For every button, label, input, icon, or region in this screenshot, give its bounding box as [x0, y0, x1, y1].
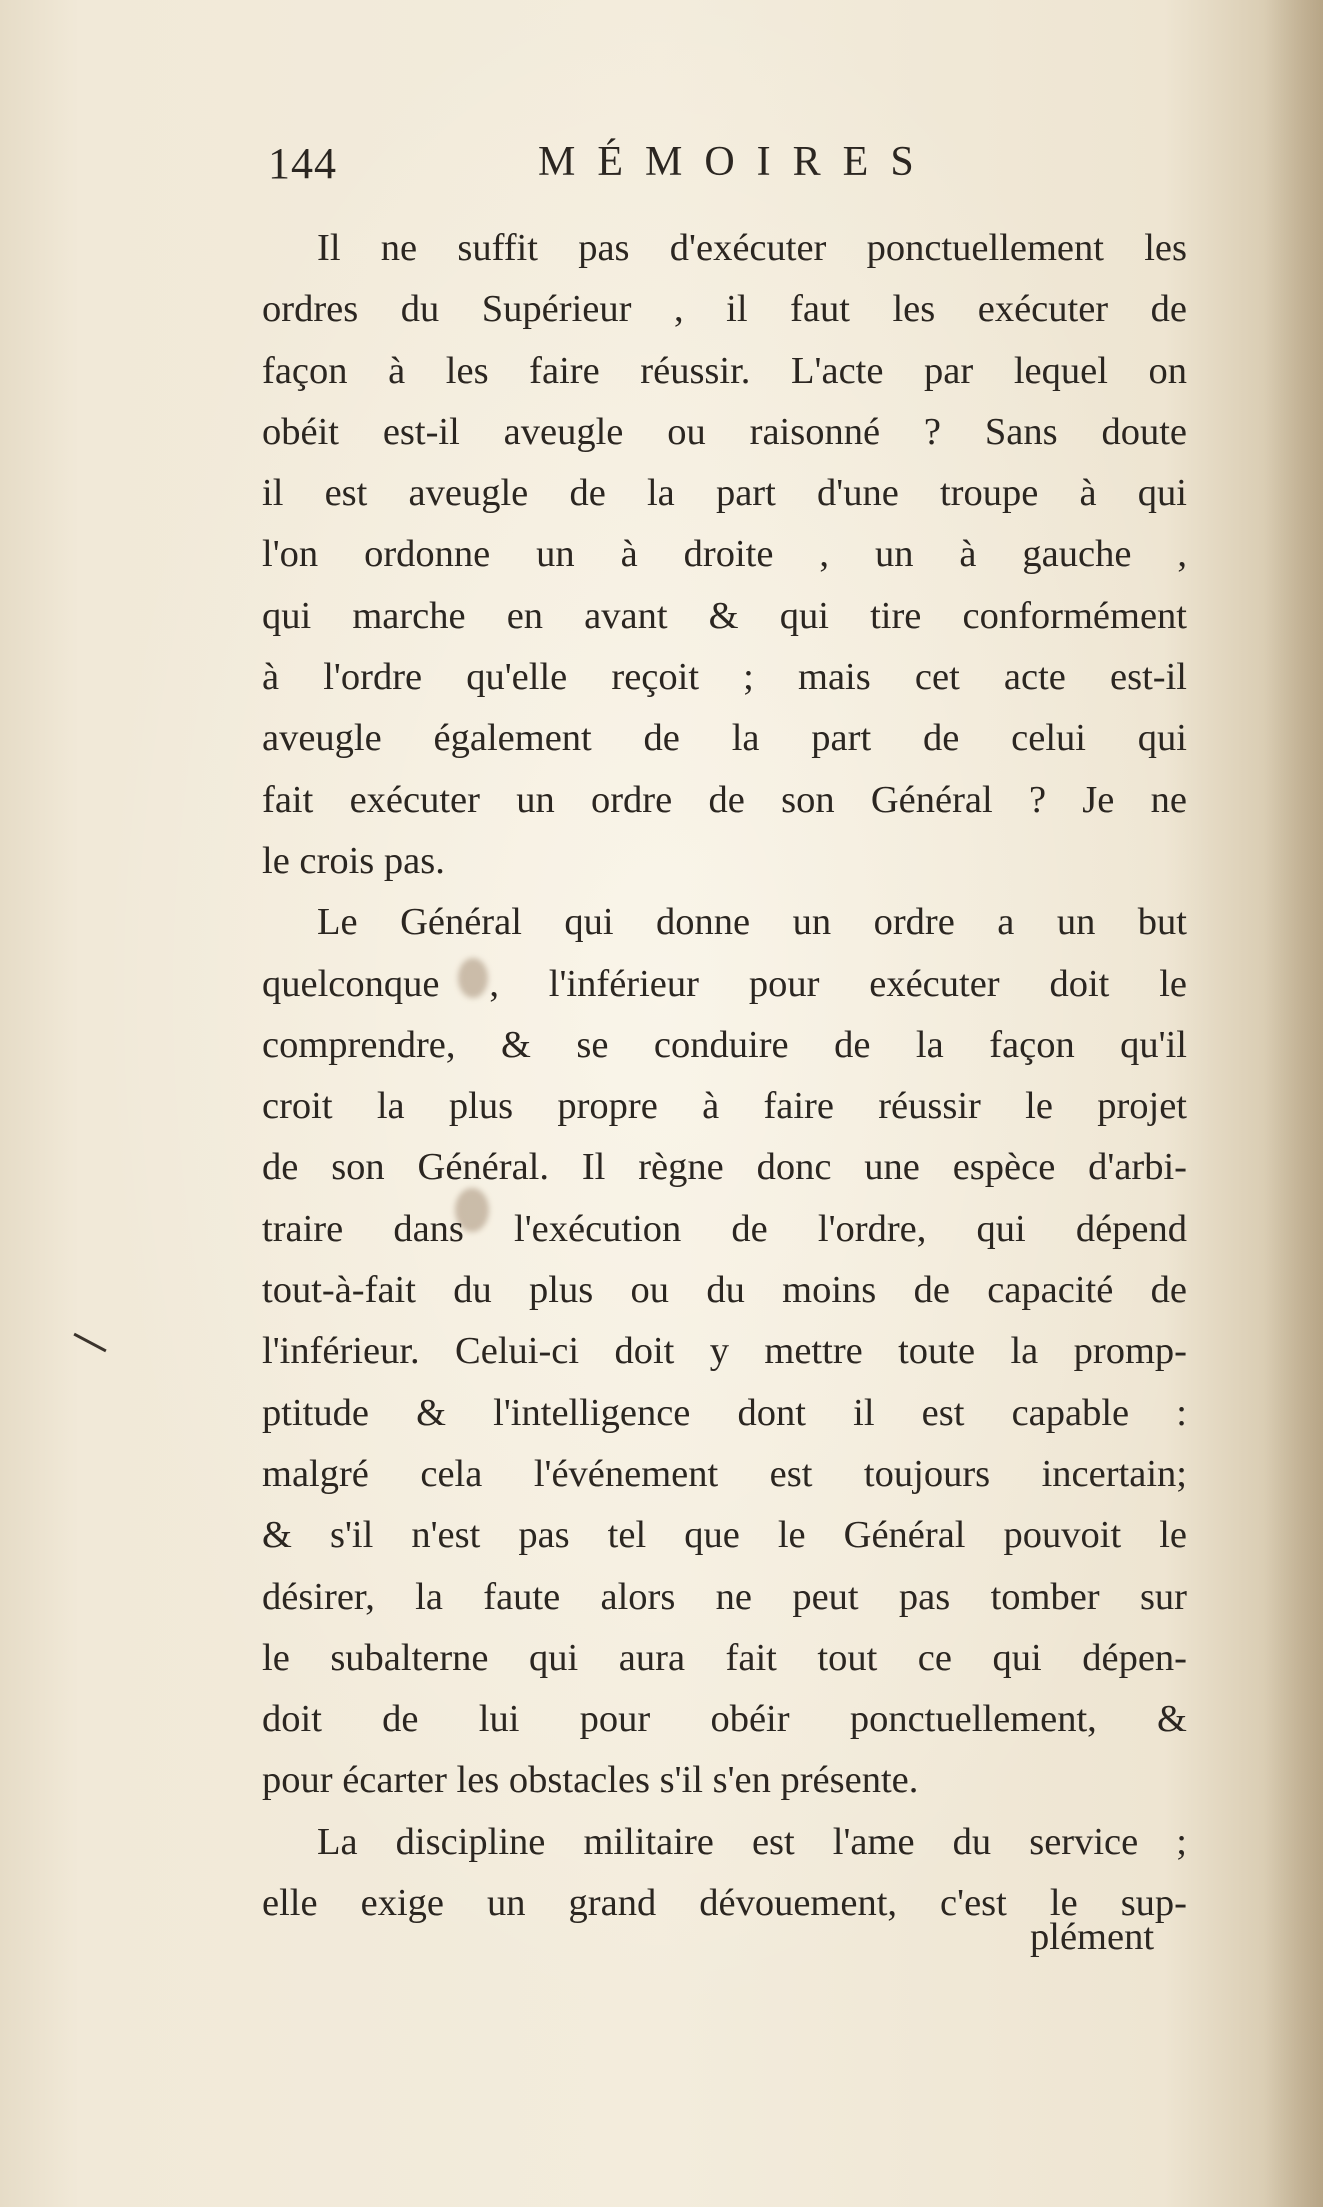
text-line: qui marche en avant & qui tire conformément — [262, 594, 1187, 637]
text-line: malgré cela l'événement est toujours incertain; — [262, 1452, 1187, 1495]
text-line: comprendre, & se conduire de la façon qu'il — [262, 1023, 1187, 1066]
catchword: plément — [1030, 1916, 1155, 1958]
text-line: le crois pas. — [262, 839, 445, 882]
text-line: l'inférieur. Celui-ci doit y mettre toute la promp- — [262, 1330, 1187, 1373]
text-line: Le Général qui donne un ordre a un but — [317, 901, 1187, 944]
text-line: La discipline militaire est l'ame du service ; — [317, 1820, 1187, 1863]
page-number: 144 — [268, 139, 337, 188]
text-line: désirer, la faute alors ne peut pas tomber sur — [262, 1575, 1187, 1618]
text-line: Il ne suffit pas d'exécuter ponctuellement les — [317, 227, 1187, 269]
text-line: & s'il n'est pas tel que le Général pouvoit le — [262, 1514, 1187, 1557]
running-title: MÉMOIRES — [538, 139, 936, 185]
text-line: obéit est-il aveugle ou raisonné ? Sans doute — [262, 410, 1187, 453]
text-line: pour écarter les obstacles s'il s'en présente. — [262, 1759, 919, 1802]
text-line: façon à les faire réussir. L'acte par lequel on — [262, 349, 1187, 392]
text-line: traire dans l'exécution de l'ordre, qui dépend — [262, 1207, 1187, 1250]
text-line: croit la plus propre à faire réussir le projet — [262, 1085, 1187, 1128]
text-line: quelconque , l'inférieur pour exécuter doit le — [262, 962, 1187, 1005]
text-line: à l'ordre qu'elle reçoit ; mais cet acte est-il — [262, 656, 1187, 699]
page-header — [268, 138, 1188, 198]
text-line: ptitude & l'intelligence dont il est capable : — [262, 1391, 1187, 1434]
stray-ink-mark — [73, 1333, 106, 1353]
text-line: aveugle également de la part de celui qui — [262, 717, 1187, 760]
text-line: l'on ordonne un à droite , un à gauche , — [262, 533, 1187, 576]
text-line: fait exécuter un ordre de son Général ? Je ne — [262, 778, 1187, 821]
text-line: le subalterne qui aura fait tout ce qui dépen- — [262, 1636, 1187, 1679]
text-line: doit de lui pour obéir ponctuellement, & — [262, 1698, 1187, 1741]
body-text — [262, 218, 1187, 1934]
text-line: il est aveugle de la part d'une troupe à qui — [262, 472, 1187, 515]
text-line: de son Général. Il règne donc une espèce d'arbi- — [262, 1146, 1187, 1189]
text-line: tout-à-fait du plus ou du moins de capacité de — [262, 1269, 1187, 1312]
text-line: ordres du Supérieur , il faut les exécuter de — [262, 288, 1187, 331]
text-line: elle exige un grand dévouement, c'est le sup- — [262, 1882, 1187, 1925]
page-edge-shadow — [1263, 0, 1323, 2207]
